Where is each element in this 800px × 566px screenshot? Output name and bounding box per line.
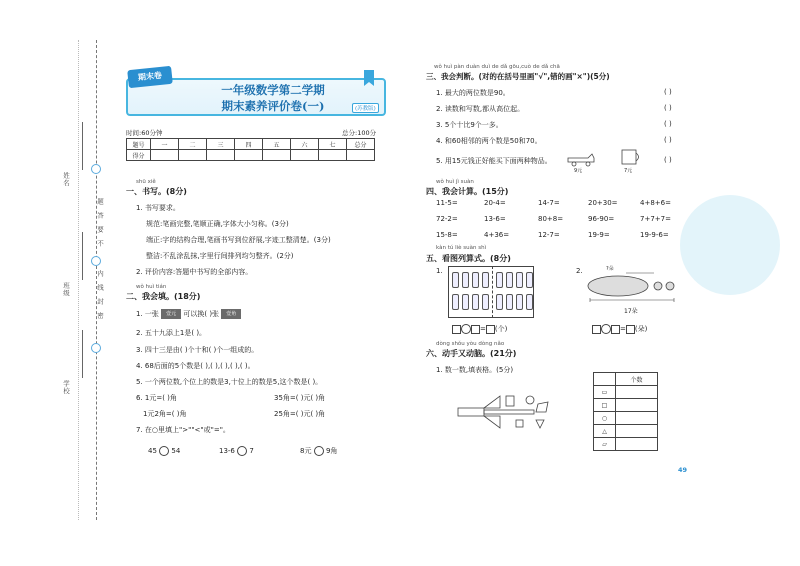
count-cell[interactable] — [616, 412, 658, 425]
section-5-title: 五、看图列算式。(8分) — [426, 254, 511, 263]
calc-item[interactable]: 7+7+7= — [640, 215, 671, 223]
bottle-icon — [452, 294, 459, 310]
pinyin: wǒ huì tián — [136, 284, 167, 290]
calc-item[interactable]: 13-6= — [484, 215, 506, 223]
s2-q4: 4. 68后面的5个数是( ),( ),( ),( ),( )。 — [136, 362, 255, 370]
score-cell[interactable] — [151, 150, 179, 161]
count-cell[interactable] — [616, 438, 658, 451]
s6-q1: 1. 数一数,填表格。(5分) — [436, 366, 514, 374]
compare-right: 9角 — [325, 447, 338, 455]
answer-box[interactable] — [626, 325, 635, 334]
seal-text: 要 — [96, 226, 104, 234]
s2-q6: 25角=( )元( )角 — [274, 410, 326, 418]
score-header-cell: 一 — [151, 139, 179, 150]
binding-dashed-line — [96, 40, 97, 520]
bottle-icon — [526, 294, 533, 310]
logo: 期末卷 — [127, 66, 173, 89]
calc-item[interactable]: 19-9= — [588, 231, 610, 239]
bottle-icon — [472, 294, 479, 310]
s1-line: 1. 书写要求。 — [136, 204, 180, 212]
calc-item[interactable]: 4+8+6= — [640, 199, 671, 207]
answer-box[interactable] — [592, 325, 601, 334]
section-2-title: 二、我会填。(18分) — [126, 292, 201, 301]
compare-left: 13-6 — [219, 447, 235, 455]
score-cell[interactable] — [235, 150, 263, 161]
compare-left: 8元 — [300, 447, 312, 455]
s5-q1-num: 1. — [436, 267, 443, 275]
seal-text: 线 — [96, 284, 104, 292]
score-table — [126, 138, 375, 161]
s1-line: 2. 评价内容:答题中书写的全部内容。 — [136, 268, 253, 276]
flower-icon — [666, 282, 674, 290]
score-cell[interactable] — [207, 150, 235, 161]
s2-q1-text: 可以换( )张 — [183, 310, 220, 318]
answer-paren[interactable]: ( ) — [664, 120, 672, 128]
school-label: 学校 — [62, 380, 70, 395]
edition-badge: (苏教版) — [352, 103, 379, 113]
bottle-icon — [496, 294, 503, 310]
s2-q1 — [136, 309, 241, 319]
binding-hole — [91, 164, 101, 174]
binding-hole — [91, 343, 101, 353]
answer-box[interactable] — [471, 325, 480, 334]
flower-bunch-icon — [588, 276, 648, 296]
compare-right: 54 — [171, 447, 181, 455]
pinyin: shū xiě — [136, 179, 156, 185]
score-header-cell: 三 — [207, 139, 235, 150]
calc-item[interactable]: 14-7= — [538, 199, 560, 207]
s3-q3: 3. 5个十比9个一多。 — [436, 121, 503, 129]
count-cell[interactable] — [616, 386, 658, 399]
price-label: 9元 — [574, 168, 583, 174]
bottle-icon — [462, 294, 469, 310]
operator-circle[interactable] — [601, 324, 611, 334]
answer-box[interactable] — [486, 325, 495, 334]
brace-total-label: 17朵 — [624, 308, 638, 315]
rectangle-icon — [458, 408, 484, 416]
pinyin: wǒ huì pàn duàn duì de dǎ gōu,cuò de dǎ chā — [434, 64, 560, 70]
seal-text: 封 — [96, 298, 104, 306]
section-4-title: 四、我会计算。(15分) — [426, 187, 509, 196]
parallelogram-icon: ▱ — [594, 438, 616, 451]
page-subtitle: 期末素养评价卷(一) — [221, 99, 325, 113]
compare-circle[interactable] — [159, 446, 169, 456]
banknote-1-yuan: 壹元 — [161, 309, 181, 319]
circle-icon: ○ — [594, 412, 616, 425]
score-header-cell: 五 — [263, 139, 291, 150]
brace-top-label: ?朵 — [606, 266, 614, 272]
toy-car-icon — [568, 154, 594, 162]
calc-item[interactable]: 96-90= — [588, 215, 615, 223]
s2-q7-compare — [300, 446, 337, 456]
calc-item[interactable]: 80+8= — [538, 215, 564, 223]
equation-1: = (个) — [452, 324, 507, 334]
calc-item[interactable]: 15-8= — [436, 231, 458, 239]
page-number: 49 — [678, 466, 688, 474]
rectangle-icon: ▭ — [594, 386, 616, 399]
s1-line: 规范:笔画完整,笔顺正确,字体大小匀称。(3分) — [146, 220, 289, 228]
seal-text: 答 — [96, 212, 104, 220]
seal-text: 内 — [96, 270, 104, 278]
calc-item[interactable]: 72-2= — [436, 215, 458, 223]
bottle-icon — [506, 294, 513, 310]
s1-line: 整洁:不乱涂乱抹,字里行间排列均匀整齐。(2分) — [146, 252, 294, 260]
answer-paren[interactable]: ( ) — [664, 156, 672, 164]
seal-text: 题 — [96, 198, 104, 206]
triangle-icon — [484, 396, 500, 408]
school-field[interactable] — [82, 330, 83, 378]
score-cell[interactable] — [291, 150, 319, 161]
score-value-row — [127, 150, 375, 161]
s2-q5: 5. 一个两位数,个位上的数是3,十位上的数是5,这个数是( )。 — [136, 378, 323, 386]
banknote-1-jiao: 壹角 — [221, 309, 241, 319]
calc-item[interactable]: 11-5= — [436, 199, 458, 207]
shapes-figure — [456, 392, 554, 448]
score-cell[interactable] — [179, 150, 207, 161]
section-3-title: 三、我会判断。(对的在括号里画"√",错的画"×")(5分) — [426, 72, 610, 81]
bottle-icon — [462, 272, 469, 288]
name-field[interactable] — [82, 122, 83, 170]
answer-box[interactable] — [452, 325, 461, 334]
bottle-icon — [472, 272, 479, 288]
bottle-icon — [496, 272, 503, 288]
bottle-icon — [482, 294, 489, 310]
s3-q1: 1. 最大的两位数是90。 — [436, 89, 510, 97]
compare-circle[interactable] — [237, 446, 247, 456]
s2-q7-compare — [219, 446, 254, 456]
s3-q5: 5. 用15元钱正好能买下面两种物品。 — [436, 157, 552, 165]
pinyin: wǒ huì jì suàn — [436, 179, 474, 185]
score-header-row — [127, 139, 375, 150]
square-icon — [516, 420, 523, 427]
equation-2: = (朵) — [592, 324, 647, 334]
section-1-title: 一、书写。(8分) — [126, 187, 187, 196]
answer-paren[interactable]: ( ) — [664, 88, 672, 96]
picture-divider — [492, 266, 493, 318]
s2-q7-compare — [148, 446, 180, 456]
s2-q7: 7. 在○里填上">""<"或"="。 — [136, 426, 230, 434]
compare-right: 7 — [249, 447, 254, 455]
count-cell[interactable] — [616, 425, 658, 438]
score-header-cell: 总分 — [347, 139, 375, 150]
compare-left: 45 — [148, 447, 157, 455]
score-cell[interactable] — [263, 150, 291, 161]
calc-item[interactable]: 4+36= — [484, 231, 510, 239]
count-table — [593, 372, 658, 451]
parallelogram-icon — [536, 402, 548, 412]
bottle-icon — [526, 272, 533, 288]
calc-item[interactable]: 19-9-6= — [640, 231, 669, 239]
bottle-icon — [516, 272, 523, 288]
unit-label: (朵) — [634, 325, 648, 333]
score-cell[interactable] — [347, 150, 375, 161]
s3-q2: 2. 读数和写数,都从高位起。 — [436, 105, 525, 113]
score-header-cell: 七 — [319, 139, 347, 150]
seal-text: 不 — [96, 240, 104, 248]
section-6-title: 六、动手又动脑。(21分) — [426, 349, 517, 358]
operator-circle[interactable] — [461, 324, 471, 334]
unit-label: (个) — [494, 325, 508, 333]
triangle-icon — [536, 420, 544, 428]
triangle-icon — [484, 416, 500, 428]
page-title: 一年级数学第二学期 — [221, 83, 325, 97]
count-header: 个数 — [616, 373, 658, 386]
bottle-icon — [482, 272, 489, 288]
triangle-icon: △ — [594, 425, 616, 438]
pinyin: kàn tú liè suàn shì — [436, 245, 487, 251]
count-cell[interactable] — [616, 399, 658, 412]
score-header-cell: 二 — [179, 139, 207, 150]
s2-q3: 3. 四十三是由( )个十和( )个一组成的。 — [136, 346, 259, 354]
s2-q6: 35角=( )元( )角 — [274, 394, 326, 402]
cup-icon — [622, 150, 636, 164]
pinyin: dòng shǒu yòu dòng nǎo — [436, 341, 505, 347]
s5-q2-num: 2. — [576, 267, 583, 275]
total-score: 总分:100分 — [342, 129, 377, 137]
answer-paren[interactable]: ( ) — [664, 136, 672, 144]
circle-icon — [526, 396, 534, 404]
bottle-icon — [516, 294, 523, 310]
class-label: 班级 — [62, 282, 70, 297]
rectangle-icon — [506, 396, 514, 406]
name-label: 姓名 — [62, 172, 70, 187]
calc-item[interactable]: 20-4= — [484, 199, 506, 207]
binding-dotted-line — [78, 40, 79, 520]
class-field[interactable] — [82, 232, 83, 280]
s1-line: 端正:字的结构合理,笔画书写到位舒展,字迹工整清楚。(3分) — [146, 236, 331, 244]
calc-item[interactable]: 12-7= — [538, 231, 560, 239]
bottle-icon — [506, 272, 513, 288]
bottle-icon — [452, 272, 459, 288]
s2-q1-text: 1. 一张 — [136, 310, 159, 318]
price-label: 7元 — [624, 168, 633, 174]
score-row-label: 得分 — [127, 150, 151, 161]
answer-box[interactable] — [611, 325, 620, 334]
seal-text: 密 — [96, 312, 104, 320]
square-icon: □ — [594, 399, 616, 412]
binding-hole — [91, 256, 101, 266]
flower-icon — [654, 282, 662, 290]
watermark-circle — [680, 195, 780, 295]
time-limit: 时间:60分钟 — [126, 129, 163, 137]
score-cell[interactable] — [319, 150, 347, 161]
compare-circle[interactable] — [314, 446, 324, 456]
answer-paren[interactable]: ( ) — [664, 104, 672, 112]
s3-q4: 4. 和60相邻的两个数是50和70。 — [436, 137, 542, 145]
s2-q6: 1元2角=( )角 — [143, 410, 187, 418]
calc-item[interactable]: 20+30= — [588, 199, 618, 207]
score-header-cell: 题号 — [127, 139, 151, 150]
s2-q6: 6. 1元=( )角 — [136, 394, 177, 402]
score-header-cell: 六 — [291, 139, 319, 150]
s2-q2: 2. 五十九添上1是( )。 — [136, 329, 207, 337]
score-header-cell: 四 — [235, 139, 263, 150]
